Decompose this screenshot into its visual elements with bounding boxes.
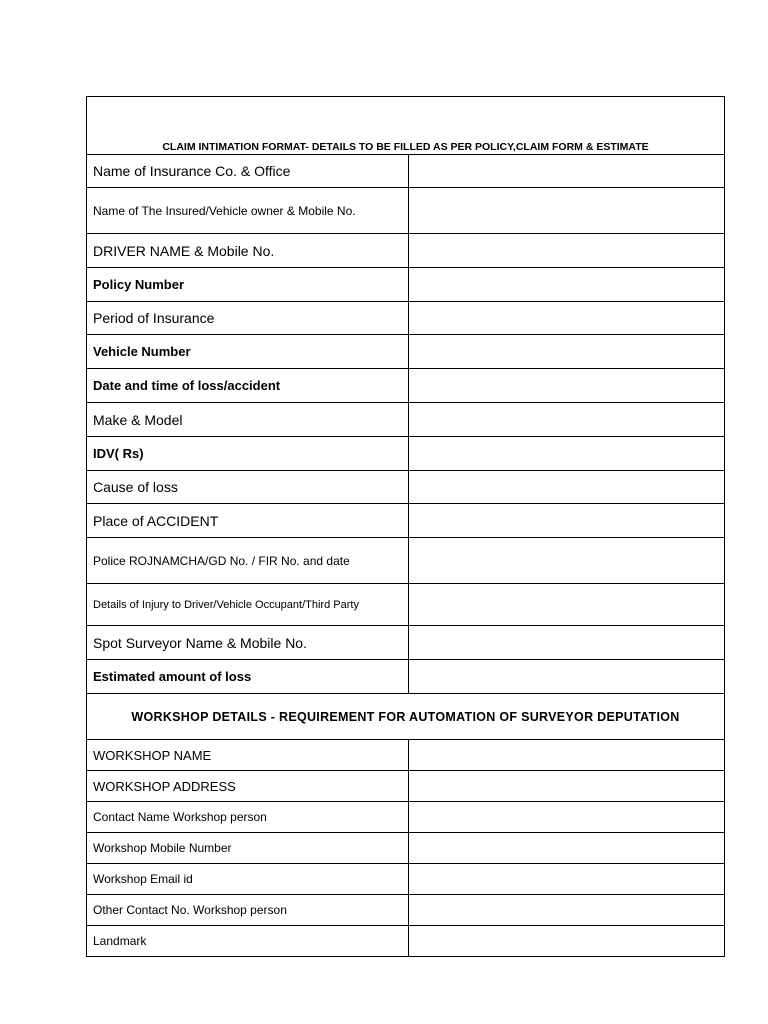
field-value-input[interactable]	[409, 926, 724, 956]
field-row-workshop-email	[87, 864, 724, 895]
field-row-policy-number	[87, 268, 724, 302]
field-label: Policy Number	[87, 268, 409, 301]
field-value-input[interactable]	[409, 369, 724, 402]
field-label: Details of Injury to Driver/Vehicle Occupant/Third Party	[87, 584, 409, 625]
field-row-spot-surveyor	[87, 626, 724, 660]
field-label: Name of Insurance Co. & Office	[87, 155, 409, 187]
field-value-input[interactable]	[409, 188, 724, 233]
field-row-landmark	[87, 926, 724, 956]
field-value-input[interactable]	[409, 864, 724, 894]
field-row-vehicle-number	[87, 335, 724, 369]
field-value-input[interactable]	[409, 626, 724, 659]
form-title: CLAIM INTIMATION FORMAT- DETAILS TO BE FILLED AS PER POLICY,CLAIM FORM & ESTIMATE	[87, 97, 724, 155]
field-row-make-model	[87, 403, 724, 437]
field-label: Name of The Insured/Vehicle owner & Mobile No.	[87, 188, 409, 233]
field-value-input[interactable]	[409, 335, 724, 368]
workshop-section-title: WORKSHOP DETAILS - REQUIREMENT FOR AUTOMATION OF SURVEYOR DEPUTATION	[87, 694, 724, 740]
field-row-injury-details	[87, 584, 724, 626]
field-row-workshop-name	[87, 740, 724, 771]
field-label: Period of Insurance	[87, 302, 409, 334]
field-value-input[interactable]	[409, 403, 724, 436]
field-row-period-of-insurance	[87, 302, 724, 335]
field-value-input[interactable]	[409, 771, 724, 801]
field-value-input[interactable]	[409, 302, 724, 334]
field-value-input[interactable]	[409, 437, 724, 470]
field-label: Other Contact No. Workshop person	[87, 895, 409, 925]
field-value-input[interactable]	[409, 833, 724, 863]
field-value-input[interactable]	[409, 268, 724, 301]
field-value-input[interactable]	[409, 234, 724, 267]
field-label: Workshop Email id	[87, 864, 409, 894]
field-value-input[interactable]	[409, 538, 724, 583]
field-label: Workshop Mobile Number	[87, 833, 409, 863]
field-label: Place of ACCIDENT	[87, 504, 409, 537]
field-value-input[interactable]	[409, 895, 724, 925]
field-row-cause-of-loss	[87, 471, 724, 504]
field-label: Date and time of loss/accident	[87, 369, 409, 402]
field-label: IDV( Rs)	[87, 437, 409, 470]
field-row-police-fir	[87, 538, 724, 584]
field-value-input[interactable]	[409, 155, 724, 187]
field-row-insured-owner	[87, 188, 724, 234]
field-label: Police ROJNAMCHA/GD No. / FIR No. and date	[87, 538, 409, 583]
field-value-input[interactable]	[409, 584, 724, 625]
field-label: Vehicle Number	[87, 335, 409, 368]
field-label: WORKSHOP ADDRESS	[87, 771, 409, 801]
field-row-estimated-loss	[87, 660, 724, 694]
field-value-input[interactable]	[409, 504, 724, 537]
claim-intimation-form	[86, 96, 725, 957]
field-value-input[interactable]	[409, 660, 724, 693]
field-row-other-contact	[87, 895, 724, 926]
field-label: Estimated amount of loss	[87, 660, 409, 693]
field-row-workshop-mobile	[87, 833, 724, 864]
field-label: Make & Model	[87, 403, 409, 436]
field-label: DRIVER NAME & Mobile No.	[87, 234, 409, 267]
field-label: Contact Name Workshop person	[87, 802, 409, 832]
field-row-workshop-address	[87, 771, 724, 802]
field-label: Cause of loss	[87, 471, 409, 503]
field-row-place-of-accident	[87, 504, 724, 538]
field-row-insurance-company	[87, 155, 724, 188]
field-label: WORKSHOP NAME	[87, 740, 409, 770]
field-row-driver-name	[87, 234, 724, 268]
field-value-input[interactable]	[409, 471, 724, 503]
field-row-idv	[87, 437, 724, 471]
field-label: Landmark	[87, 926, 409, 956]
field-value-input[interactable]	[409, 802, 724, 832]
field-label: Spot Surveyor Name & Mobile No.	[87, 626, 409, 659]
field-row-workshop-contact-name	[87, 802, 724, 833]
field-value-input[interactable]	[409, 740, 724, 770]
field-row-date-time-of-loss	[87, 369, 724, 403]
